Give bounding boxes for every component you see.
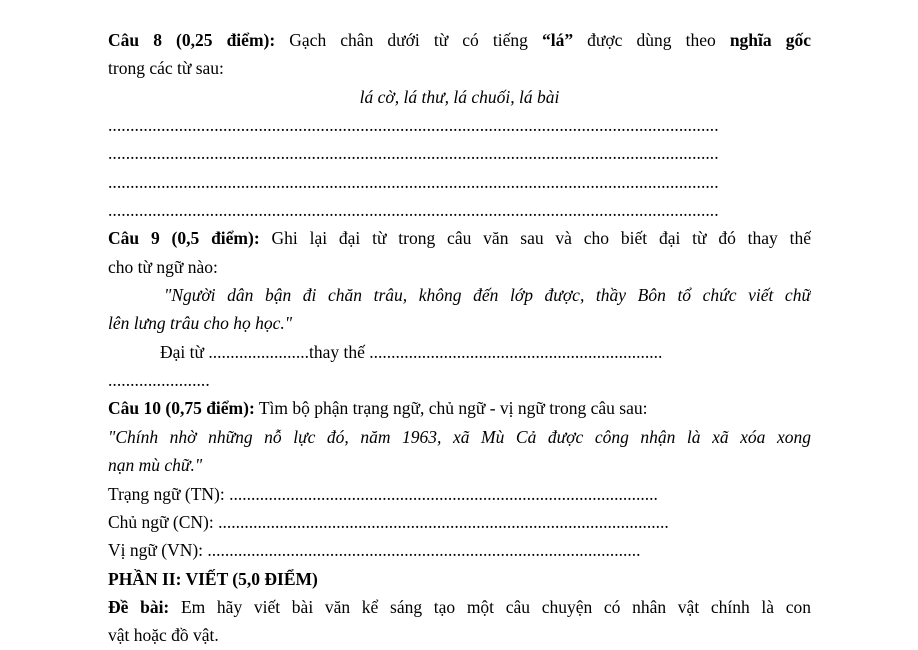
subject-answer-line [108,508,811,536]
question-10-text: Tìm bộ phận trạng ngữ, chủ ngữ - vị ngữ trong câu sau: [254,398,648,419]
question-9-text-a: Ghi lại đại từ trong câu văn sau và cho biết đại từ đó thay thế [259,228,811,249]
answer-line[interactable]: .......................................................................................................................................... [108,171,719,192]
question-9-label: Câu 9 (0,5 điểm): [108,228,260,249]
question-8-word-list: lá cờ, lá thư, lá chuối, lá bài [359,86,560,107]
predicate-answer-blank[interactable]: ................................................................................................... [207,540,641,561]
question-9 [108,224,811,394]
part-2 [108,565,811,650]
subject-label: Chủ ngữ (CN): [108,511,219,532]
replaces-answer-continuation[interactable]: ....................... [108,370,210,391]
answer-line[interactable]: .......................................................................................................................................... [108,115,719,136]
question-8-line-1 [108,26,811,54]
question-8-line-2: trong các từ sau: [108,58,224,79]
question-10-line-1 [108,394,811,422]
question-9-quote-line-1: "Người dân bận đi chăn trâu, không đến lớp được, thầy Bôn tổ chức viết chữ [164,285,811,306]
answer-line[interactable]: .......................................................................................................................................... [108,143,719,164]
question-10-quote-line-1: "Chính nhờ những nỗ lực đó, năm 1963, xã Mù Cả được công nhận là xã xóa xong [108,426,811,447]
question-8-text-a: Gạch chân dưới từ có tiếng [275,30,542,50]
question-8-key-phrase: nghĩa gốc [729,30,811,50]
subject-answer-blank[interactable]: ....................................................................................................... [218,511,669,532]
question-8-key-word: “lá” [541,30,574,50]
question-8 [108,26,811,224]
part-2-prompt-text: Em hãy viết bài văn kể sáng tạo một câu chuyện có nhân vật chính là con [169,596,811,617]
replaces-label: thay thế [309,341,370,362]
predicate-label: Vị ngữ (VN): [108,540,208,561]
question-10-quote-line-2: nạn mù chữ." [108,455,203,476]
part-2-prompt-label: Đề bài: [108,596,170,617]
part-2-prompt-line-2: vật hoặc đồ vật. [108,625,219,646]
question-8-label: Câu 8 (0,25 điểm): [108,30,276,50]
worksheet-page [108,26,811,650]
replaces-answer-blank[interactable]: ................................................................... [369,341,663,362]
question-9-quote-line-2: lên lưng trâu cho họ học." [108,313,293,334]
adverbial-answer-line [108,480,811,508]
pronoun-answer-blank[interactable]: ....................... [208,341,309,362]
predicate-answer-line [108,536,811,564]
pronoun-label: Đại từ [160,341,209,362]
question-10-label: Câu 10 (0,75 điểm): [108,398,255,419]
part-2-heading: PHẦN II: VIẾT (5,0 ĐIỂM) [108,568,318,589]
question-9-line-1 [108,224,811,252]
part-2-prompt-line-1 [108,593,811,621]
adverbial-label: Trạng ngữ (TN): [108,483,230,504]
question-9-line-2: cho từ ngữ nào: [108,256,218,277]
pronoun-answer-line [108,338,811,366]
answer-line[interactable]: .......................................................................................................................................... [108,200,719,221]
question-10 [108,394,811,564]
question-8-text-b: được dùng theo [573,30,730,50]
adverbial-answer-blank[interactable]: .................................................................................................. [229,483,658,504]
